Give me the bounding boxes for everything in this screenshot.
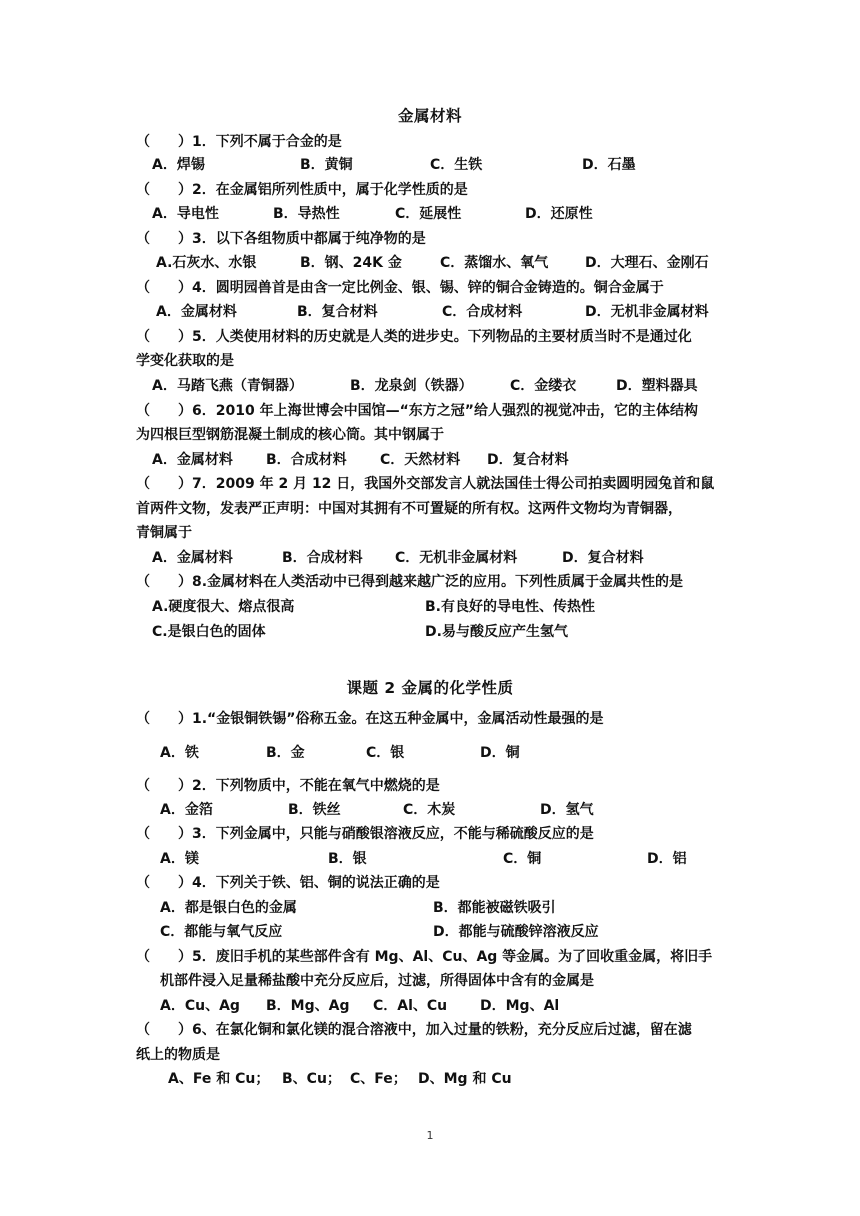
question-5-stem-line-2: 学变化获取的是 bbox=[136, 353, 234, 369]
option-b: B、Cu； bbox=[282, 1071, 341, 1087]
option-d: D．氢气 bbox=[540, 802, 594, 818]
question-5-stem-line-2: 机部件浸入足量稀盐酸中充分反应后，过滤，所得固体中含有的金属是 bbox=[160, 973, 594, 989]
section-title: 课题 2 金属的化学性质 bbox=[346, 679, 514, 697]
question-3-stem: （ ）3．以下各组物质中都属于纯净物的是 bbox=[136, 231, 426, 247]
option-d: D．无机非金属材料 bbox=[585, 304, 709, 320]
question-8-stem: （ ）8.金属材料在人类活动中已得到越来越广泛的应用。下列性质属于金属共性的是 bbox=[136, 574, 684, 590]
option-c: C．延展性 bbox=[395, 206, 462, 222]
option-a: A、Fe 和 Cu； bbox=[168, 1071, 270, 1087]
option-b: B．钢、24K 金 bbox=[300, 255, 402, 271]
option-d: D、Mg 和 Cu bbox=[418, 1071, 512, 1087]
question-5-stem-line-1: （ ）5．废旧手机的某些部件含有 Mg、Al、Cu、Ag 等金属。为了回收重金属，将旧手 bbox=[136, 949, 713, 965]
option-d: D.易与酸反应产生氢气 bbox=[425, 624, 568, 640]
question-4-stem: （ ）4．圆明园兽首是由含一定比例金、银、锡、锌的铜合金铸造的。铜合金属于 bbox=[136, 280, 664, 296]
option-c: C.是银白色的固体 bbox=[152, 624, 266, 640]
question-4-stem: （ ）4．下列关于铁、铝、铜的说法正确的是 bbox=[136, 875, 440, 891]
option-c: C．蒸馏水、氧气 bbox=[440, 255, 549, 271]
option-a: A.石灰水、水银 bbox=[156, 255, 257, 271]
option-b: B．银 bbox=[328, 851, 367, 867]
option-d: D．石墨 bbox=[582, 157, 636, 173]
option-a: A．马踏飞燕（青铜器） bbox=[152, 378, 303, 394]
option-b: B．金 bbox=[266, 745, 305, 761]
option-a: A．镁 bbox=[160, 851, 199, 867]
option-b: B．铁丝 bbox=[288, 802, 341, 818]
section-title: 金属材料 bbox=[397, 107, 462, 125]
option-b: B．导热性 bbox=[273, 206, 340, 222]
option-c: C、Fe； bbox=[350, 1071, 407, 1087]
question-7-stem-line-1: （ ）7．2009 年 2 月 12 日，我国外交部发言人就法国佳士得公司拍卖圆明园兔首和鼠 bbox=[136, 476, 715, 492]
question-7-stem-line-3: 青铜属于 bbox=[136, 525, 192, 541]
option-d: D．Mg、Al bbox=[480, 998, 560, 1014]
option-d: D．都能与硫酸锌溶液反应 bbox=[433, 924, 599, 940]
page-number: 1 bbox=[426, 1129, 434, 1142]
question-6-stem-line-2: 为四根巨型钢筋混凝土制成的核心筒。其中钢属于 bbox=[136, 427, 444, 443]
option-b: B．合成材料 bbox=[282, 550, 363, 566]
option-b: B．复合材料 bbox=[297, 304, 378, 320]
option-d: D．铜 bbox=[480, 745, 520, 761]
option-d: D．复合材料 bbox=[487, 452, 569, 468]
option-d: D．复合材料 bbox=[562, 550, 644, 566]
option-a: A．金属材料 bbox=[152, 452, 233, 468]
question-6-stem-line-1: （ ）6．2010 年上海世博会中国馆—“东方之冠”给人强烈的视觉冲击，它的主体结构 bbox=[136, 403, 698, 419]
option-c: C．金缕衣 bbox=[510, 378, 577, 394]
option-d: D．铝 bbox=[647, 851, 687, 867]
option-b: B．Mg、Ag bbox=[266, 998, 350, 1014]
option-c: C．银 bbox=[366, 745, 405, 761]
option-b: B．黄铜 bbox=[300, 157, 353, 173]
option-d: D．塑料器具 bbox=[616, 378, 698, 394]
option-a: A．Cu、Ag bbox=[160, 998, 240, 1014]
option-a: A.硬度很大、熔点很高 bbox=[152, 599, 295, 615]
option-c: C．天然材料 bbox=[380, 452, 461, 468]
option-a: A．导电性 bbox=[152, 206, 219, 222]
option-a: A．金属材料 bbox=[152, 550, 233, 566]
option-b: B.有良好的导电性、传热性 bbox=[425, 599, 595, 615]
option-b: B．合成材料 bbox=[266, 452, 347, 468]
question-3-stem: （ ）3．下列金属中，只能与硝酸银溶液反应，不能与稀硫酸反应的是 bbox=[136, 826, 594, 842]
question-6-stem-line-2: 纸上的物质是 bbox=[136, 1047, 220, 1063]
option-a: A．金属材料 bbox=[156, 304, 237, 320]
option-a: A．铁 bbox=[160, 745, 199, 761]
option-d: D．大理石、金刚石 bbox=[585, 255, 709, 271]
option-c: C．都能与氧气反应 bbox=[160, 924, 283, 940]
option-c: C．无机非金属材料 bbox=[395, 550, 518, 566]
question-2-stem: （ ）2．在金属铝所列性质中，属于化学性质的是 bbox=[136, 182, 468, 198]
option-c: C．合成材料 bbox=[442, 304, 523, 320]
question-7-stem-line-2: 首两件文物，发表严正声明：中国对其拥有不可置疑的所有权。这两件文物均为青铜器， bbox=[136, 501, 682, 517]
option-c: C．Al、Cu bbox=[373, 998, 448, 1014]
option-a: A．都是银白色的金属 bbox=[160, 900, 297, 916]
question-5-stem-line-1: （ ）5．人类使用材料的历史就是人类的进步史。下列物品的主要材质当时不是通过化 bbox=[136, 329, 692, 345]
option-d: D．还原性 bbox=[525, 206, 593, 222]
option-b: B．都能被磁铁吸引 bbox=[433, 900, 556, 916]
question-1-stem: （ ）1．下列不属于合金的是 bbox=[136, 134, 342, 150]
question-2-stem: （ ）2．下列物质中，不能在氧气中燃烧的是 bbox=[136, 778, 440, 794]
option-c: C．木炭 bbox=[403, 802, 456, 818]
option-a: A．金箔 bbox=[160, 802, 213, 818]
option-c: C．铜 bbox=[503, 851, 542, 867]
option-c: C．生铁 bbox=[430, 157, 483, 173]
option-b: B．龙泉剑（铁器） bbox=[350, 378, 473, 394]
question-6-stem-line-1: （ ）6、在氯化铜和氯化镁的混合溶液中，加入过量的铁粉，充分反应后过滤，留在滤 bbox=[136, 1022, 692, 1038]
question-1-stem: （ ）1.“金银铜铁锡”俗称五金。在这五种金属中，金属活动性最强的是 bbox=[136, 711, 604, 727]
option-a: A．焊锡 bbox=[152, 157, 205, 173]
